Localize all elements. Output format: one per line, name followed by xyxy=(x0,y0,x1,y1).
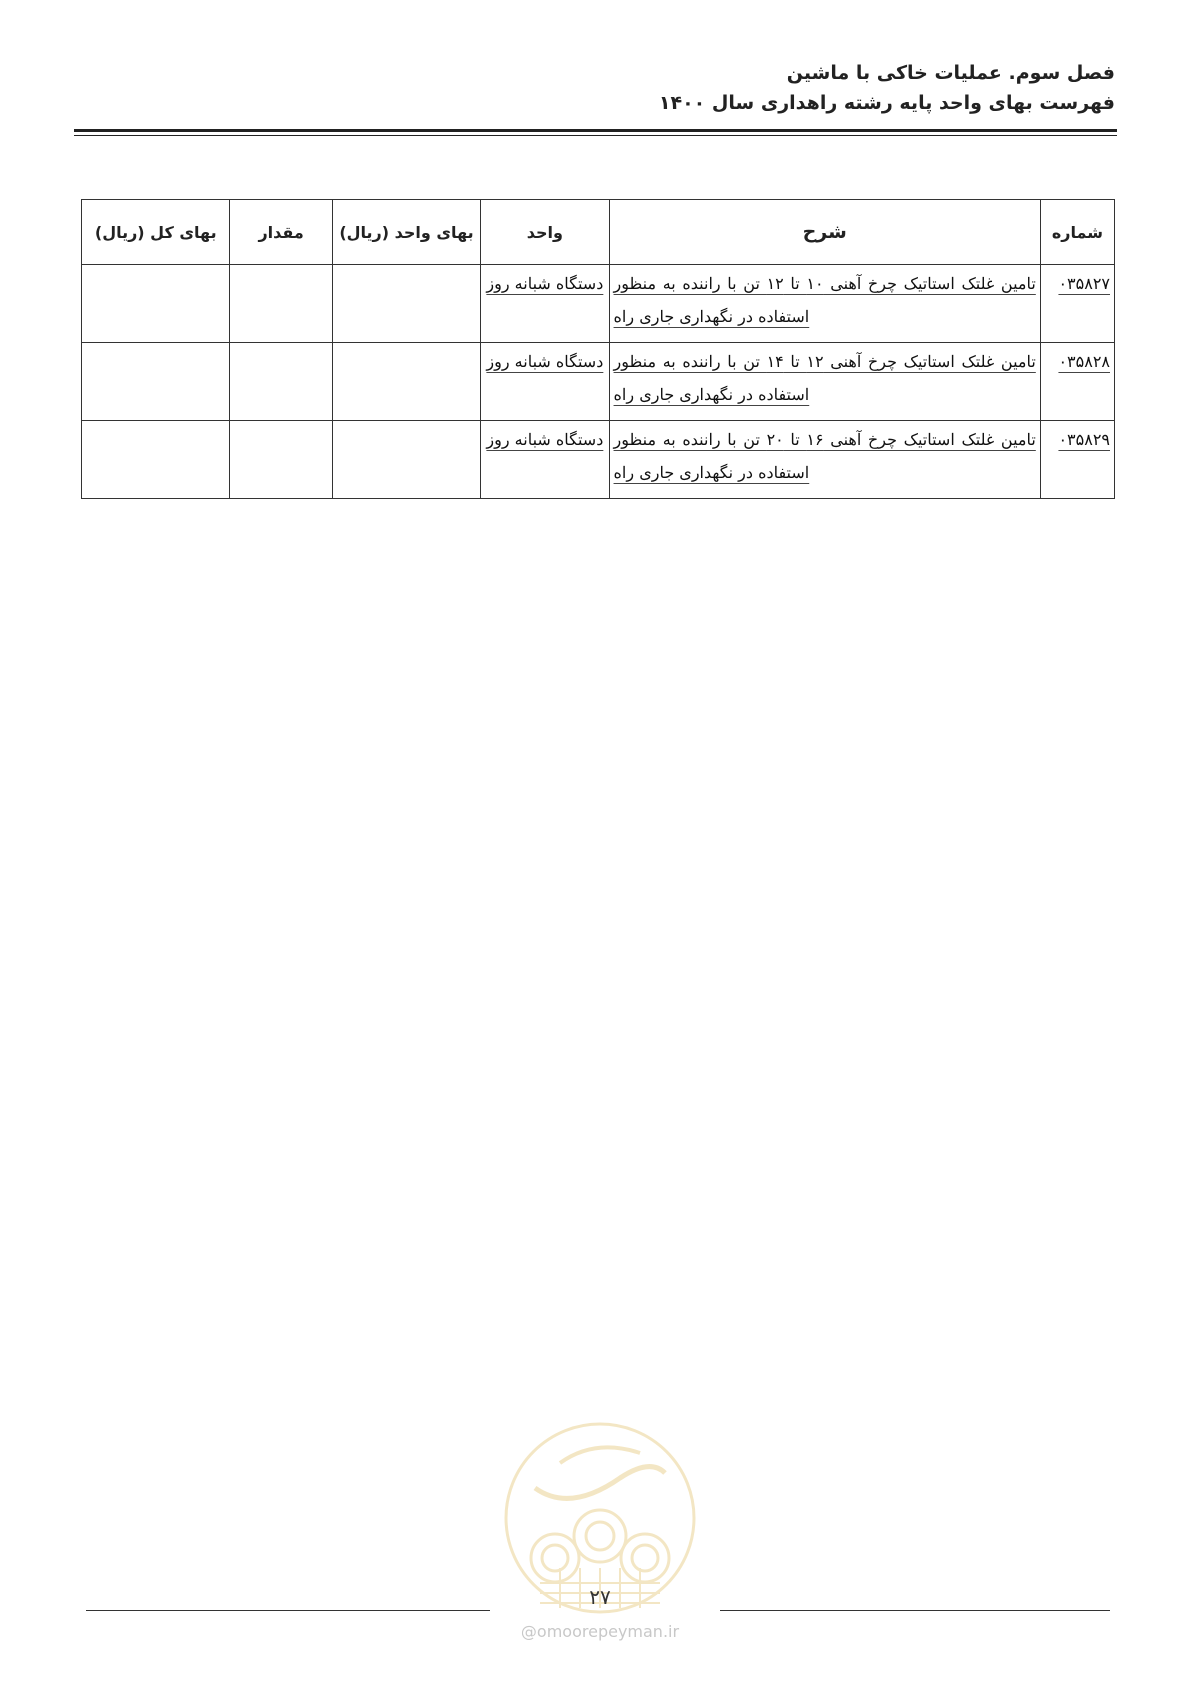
description-cell xyxy=(609,265,1040,343)
code-cell xyxy=(1040,343,1114,421)
header-divider xyxy=(74,129,1117,132)
quantity-cell xyxy=(230,265,332,343)
page-number: ۲۷ xyxy=(589,1585,611,1609)
item-code: ۰۳۵۸۲۸ xyxy=(1058,352,1110,371)
item-unit: دستگاه شبانه روز xyxy=(486,352,604,371)
code-cell xyxy=(1040,265,1114,343)
footer-divider-right xyxy=(720,1610,1110,1611)
chapter-title: فصل سوم. عملیات خاکی با ماشین xyxy=(786,62,1115,84)
page-header xyxy=(659,58,1115,118)
header-unit: واحد xyxy=(481,200,609,265)
header-divider-thin xyxy=(74,135,1117,136)
item-description: تامین غلتک استاتیک چرخ آهنی ۱۶ تا ۲۰ تن با راننده به منظور استفاده در نگهداری جاری راه xyxy=(613,430,1036,482)
header-unit-price: بهای واحد (ریال) xyxy=(332,200,480,265)
header-code: شماره xyxy=(1040,200,1114,265)
unit-cell xyxy=(481,265,609,343)
unit-price-cell xyxy=(332,265,480,343)
footer-divider-left xyxy=(86,1610,490,1611)
header-total-price: بهای کل (ریال) xyxy=(82,200,230,265)
total-price-cell xyxy=(82,265,230,343)
description-cell xyxy=(609,343,1040,421)
quantity-cell xyxy=(230,343,332,421)
unit-cell xyxy=(481,343,609,421)
unit-price-cell xyxy=(332,421,480,499)
document-title: فهرست بهای واحد پایه رشته راهداری سال ۱۴۰۰ xyxy=(658,92,1115,114)
item-unit: دستگاه شبانه روز xyxy=(486,430,604,449)
item-unit: دستگاه شبانه روز xyxy=(486,274,604,293)
unit-cell xyxy=(481,421,609,499)
description-cell xyxy=(609,421,1040,499)
total-price-cell xyxy=(82,421,230,499)
table-row xyxy=(82,265,1115,343)
header-quantity: مقدار xyxy=(230,200,332,265)
item-code: ۰۳۵۸۲۷ xyxy=(1058,274,1110,293)
header-description: شرح xyxy=(609,200,1040,265)
table-header-row xyxy=(82,200,1115,265)
item-description: تامین غلتک استاتیک چرخ آهنی ۱۲ تا ۱۴ تن با راننده به منظور استفاده در نگهداری جاری راه xyxy=(613,352,1036,404)
quantity-cell xyxy=(230,421,332,499)
unit-price-cell xyxy=(332,343,480,421)
price-list-table xyxy=(81,199,1115,499)
total-price-cell xyxy=(82,343,230,421)
watermark-url: @omoorepeyman.ir xyxy=(520,1622,680,1641)
item-description: تامین غلتک استاتیک چرخ آهنی ۱۰ تا ۱۲ تن با راننده به منظور استفاده در نگهداری جاری راه xyxy=(613,274,1036,326)
item-code: ۰۳۵۸۲۹ xyxy=(1058,430,1110,449)
table-row xyxy=(82,421,1115,499)
code-cell xyxy=(1040,421,1114,499)
table-row xyxy=(82,343,1115,421)
